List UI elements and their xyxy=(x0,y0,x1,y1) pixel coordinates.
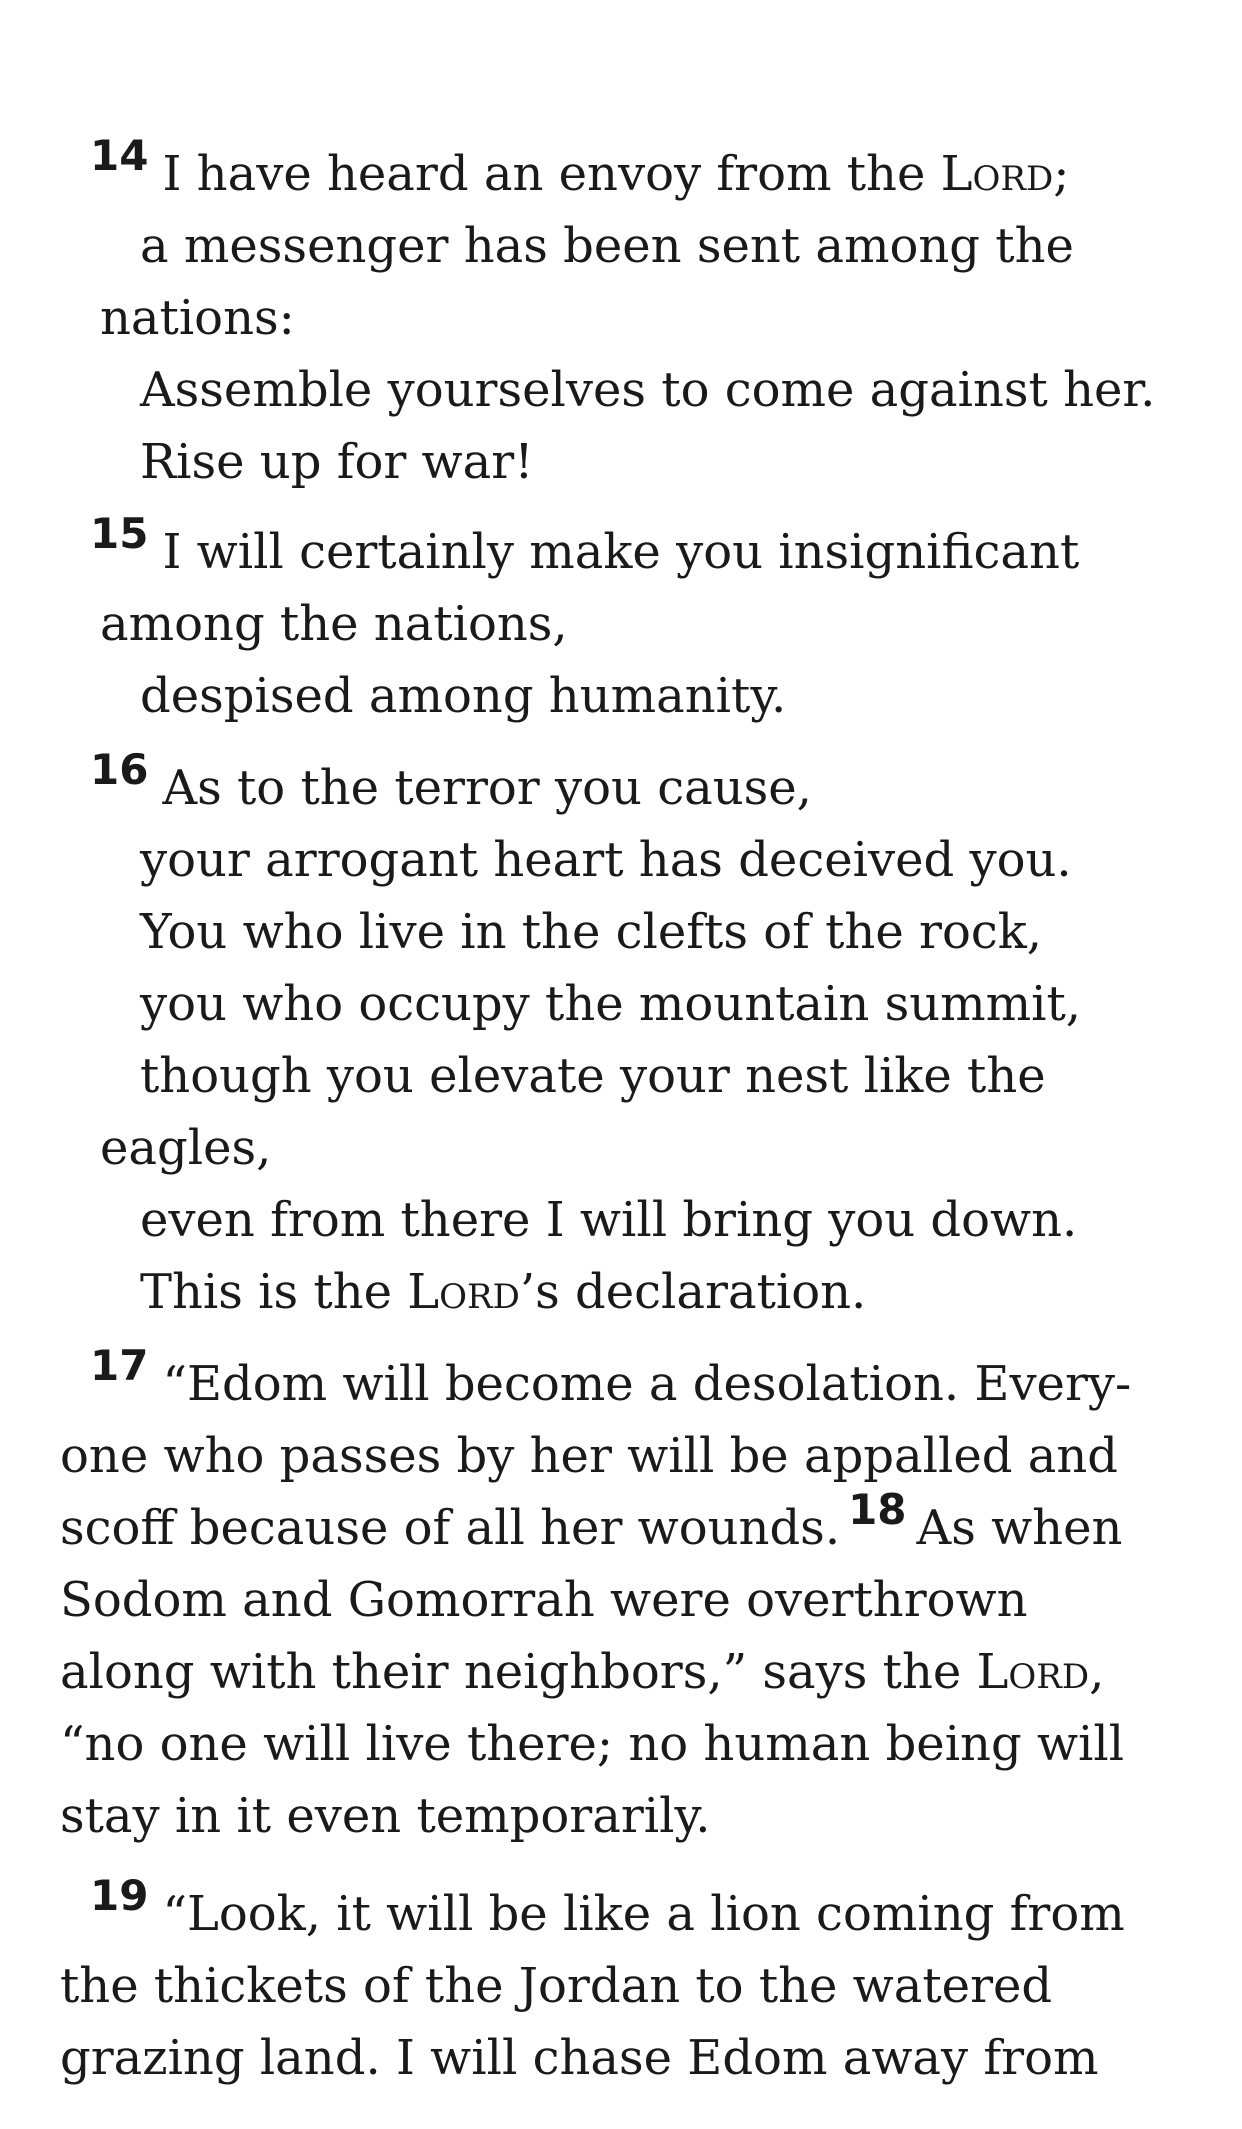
verse-19-line-1 xyxy=(90,1871,1125,1950)
verse-14-line-1 xyxy=(90,131,1070,210)
verse-text: This is the xyxy=(140,1264,408,1320)
verse-17-line-1 xyxy=(90,1341,1132,1420)
divine-name: Lord xyxy=(976,1644,1090,1700)
verse-14-line-5: Rise up for war! xyxy=(140,434,534,490)
verse-16-line-6: eagles, xyxy=(100,1120,272,1176)
divine-name: Lord xyxy=(940,146,1054,202)
verse-18-line-5: stay in it even temporarily. xyxy=(60,1788,711,1844)
verse-number: 15 xyxy=(90,509,149,558)
verse-number: 18 xyxy=(848,1485,907,1534)
verse-16-line-3: You who live in the clefts of the rock, xyxy=(140,904,1043,960)
verse-text: I have heard an envoy from the xyxy=(162,146,941,202)
verse-text: I will certainly make you insignificant xyxy=(162,524,1080,580)
verse-16-line-4: you who occupy the mountain summit, xyxy=(140,976,1082,1032)
verse-19-line-3: grazing land. I will chase Edom away from xyxy=(60,2030,1099,2086)
divine-name: Lord xyxy=(407,1264,520,1320)
verse-text: ; xyxy=(1053,146,1070,202)
verse-number: 19 xyxy=(90,1871,149,1920)
verse-14-line-3: nations: xyxy=(100,290,295,346)
verse-19-line-2: the thickets of the Jordan to the watered xyxy=(60,1958,1053,2014)
verse-17-line-2: one who passes by her will be appalled and xyxy=(60,1428,1118,1484)
verse-text: As to the terror you cause, xyxy=(162,760,812,816)
verse-text: scoff because of all her wounds. xyxy=(60,1500,841,1556)
verse-text: along with their neighbors,” says the xyxy=(60,1644,977,1700)
verse-15-line-2: among the nations, xyxy=(100,596,568,652)
verse-number: 16 xyxy=(90,745,149,794)
verse-18-line-2: Sodom and Gomorrah were overthrown xyxy=(60,1572,1028,1628)
verse-15-line-1 xyxy=(90,509,1080,588)
verse-14-line-4: Assemble yourselves to come against her. xyxy=(140,362,1156,418)
verse-16-line-8 xyxy=(140,1256,866,1328)
verse-18-line-3 xyxy=(60,1636,1104,1708)
verse-number: 14 xyxy=(90,131,149,180)
verse-15-line-3: despised among humanity. xyxy=(140,668,787,724)
verse-16-line-5: though you elevate your nest like the xyxy=(140,1048,1046,1104)
verse-18-line-4: “no one will live there; no human being will xyxy=(60,1716,1125,1772)
verse-number: 17 xyxy=(90,1341,149,1390)
verse-14-line-2: a messenger has been sent among the xyxy=(140,218,1074,274)
verse-17-line-3 xyxy=(60,1485,1123,1564)
verse-text: As when xyxy=(916,1500,1123,1556)
verse-text: , xyxy=(1089,1644,1105,1700)
verse-16-line-2: your arrogant heart has deceived you. xyxy=(140,832,1072,888)
verse-text: “Edom will become a desolation. Every- xyxy=(162,1356,1132,1412)
verse-16-line-1 xyxy=(90,745,812,824)
verse-text: ’s declaration. xyxy=(519,1264,867,1320)
verse-text: “Look, it will be like a lion coming from xyxy=(162,1886,1125,1942)
verse-16-line-7: even from there I will bring you down. xyxy=(140,1192,1078,1248)
